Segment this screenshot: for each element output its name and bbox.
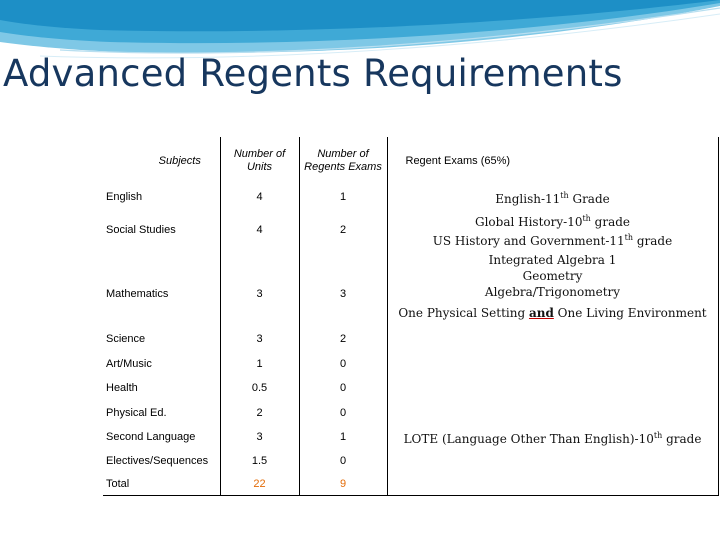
regent-exams-empty (387, 376, 718, 400)
subject-cell: Physical Ed. (106, 406, 167, 419)
regent-exams-empty (387, 326, 718, 352)
subject-cell: Mathematics (106, 288, 169, 300)
table-row (103, 250, 718, 326)
exams-cell: 0 (299, 449, 387, 473)
regent-exams-empty (387, 473, 718, 495)
subject-cell: Second Language (106, 431, 196, 443)
us-history-line (391, 230, 715, 249)
requirements-table-container (103, 137, 718, 492)
table-header-row (103, 137, 718, 185)
us-history-suffix: grade (633, 233, 673, 248)
english-exam-text: English-11 (495, 191, 561, 206)
global-history-suffix: grade (590, 214, 631, 229)
subject-cell: Art/Music (106, 358, 152, 370)
subject-cell: Total (103, 473, 220, 495)
regent-exams-empty (387, 449, 718, 473)
subject-cell: Science (106, 333, 146, 345)
english-exam-sup: th (560, 190, 569, 200)
science-exam-pre: One Physical Setting (398, 306, 529, 320)
global-history-line (391, 211, 715, 230)
science-exam-line (391, 305, 715, 321)
table-row (103, 326, 718, 352)
table-row (103, 185, 718, 209)
regent-exams-english (387, 185, 718, 209)
lote-exam-sup: th (653, 430, 663, 440)
subject-cell: Health (106, 382, 138, 394)
exams-cell: 1 (299, 425, 387, 449)
table-row (103, 352, 718, 376)
header-units: Number of Units (220, 137, 299, 185)
units-cell: 4 (220, 209, 299, 250)
math-exam-2: Geometry (522, 269, 583, 283)
requirements-table (103, 137, 719, 496)
lote-exam-suffix: grade (662, 431, 702, 446)
global-history-sup: th (582, 213, 591, 223)
total-units-cell: 22 (220, 473, 299, 495)
regent-exams-empty (387, 352, 718, 376)
units-cell: 3 (220, 326, 299, 352)
math-exam-3: Algebra/Trigonometry (484, 285, 621, 299)
table-row (103, 449, 718, 473)
header-exams: Number of Regents Exams (299, 137, 387, 185)
units-cell: 3 (220, 425, 299, 449)
math-exam-1: Integrated Algebra 1 (488, 253, 617, 267)
table-row (103, 400, 718, 425)
units-cell: 1 (220, 352, 299, 376)
exams-cell: 2 (299, 326, 387, 352)
us-history-text: US History and Government-11 (432, 233, 625, 248)
exams-cell: 0 (299, 376, 387, 400)
table-row (103, 376, 718, 400)
units-cell: 3 (220, 250, 299, 326)
page-title: Advanced Regents Requirements (3, 52, 623, 95)
global-history-text: Global History-10 (474, 214, 583, 229)
units-cell: 0.5 (220, 376, 299, 400)
units-cell: 4 (220, 185, 299, 209)
english-exam-suffix: Grade (568, 191, 610, 206)
exams-cell: 0 (299, 352, 387, 376)
regent-exams-language (387, 425, 718, 449)
science-exam-and: and (528, 306, 554, 320)
header-regent-exams: Regent Exams (65%) (387, 137, 718, 185)
exams-cell: 0 (299, 400, 387, 425)
science-exam-post: One Living Environment (553, 306, 707, 320)
subject-cell: Electives/Sequences (106, 455, 209, 467)
table-row (103, 425, 718, 449)
exams-cell: 3 (299, 250, 387, 326)
table-row (103, 209, 718, 250)
total-exams-cell: 9 (299, 473, 387, 495)
units-cell: 2 (220, 400, 299, 425)
regent-exams-social-studies (387, 209, 718, 250)
table-row-total (103, 473, 718, 495)
subject-cell: English (106, 191, 143, 203)
exams-cell: 2 (299, 209, 387, 250)
units-cell: 1.5 (220, 449, 299, 473)
exams-cell: 1 (299, 185, 387, 209)
lote-exam-text: LOTE (Language Other Than English)-10 (403, 431, 654, 446)
header-subjects: Subjects (158, 154, 201, 167)
regent-exams-empty (387, 400, 718, 425)
regent-exams-math (387, 250, 718, 326)
us-history-sup: th (624, 232, 634, 242)
subject-cell: Social Studies (106, 223, 176, 236)
